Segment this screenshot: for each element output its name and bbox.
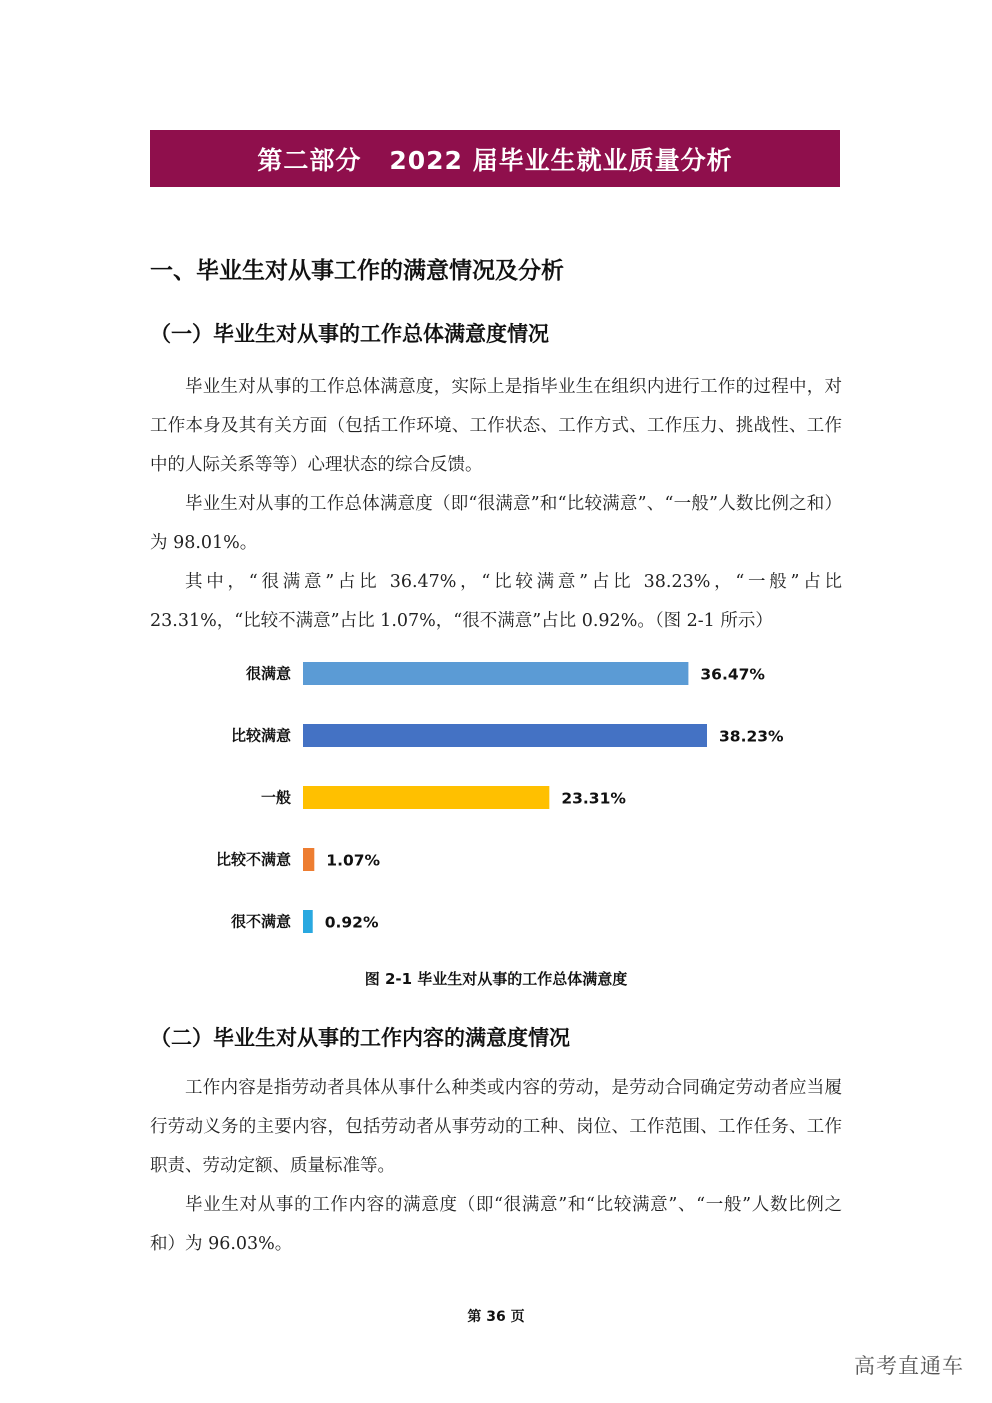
value-label: 1.07%	[326, 851, 381, 870]
bar	[303, 662, 688, 685]
bar	[303, 848, 314, 871]
category-label: 一般	[260, 788, 291, 807]
subsection-heading-2: （二）毕业生对从事的工作内容的满意度情况	[150, 1026, 570, 1050]
bar	[303, 910, 313, 933]
value-label: 36.47%	[700, 665, 765, 684]
paragraph: 毕业生对从事的工作内容的满意度（即“很满意”和“比较满意”、“一般”人数比例之和）为 96.03%。	[150, 1195, 842, 1254]
page-number: 第 36 页	[467, 1309, 525, 1325]
part-banner	[150, 130, 840, 187]
bar	[303, 786, 549, 809]
watermark: 高考直通车	[854, 1354, 964, 1378]
value-label: 0.92%	[324, 913, 379, 932]
section-heading: 一、毕业生对从事工作的满意情况及分析	[150, 258, 564, 284]
figure-caption: 图 2-1 毕业生对从事的工作总体满意度	[364, 970, 628, 988]
satisfaction-bar-chart	[150, 650, 842, 950]
value-label: 23.31%	[561, 789, 626, 808]
category-label: 很不满意	[230, 912, 291, 931]
category-label: 比较不满意	[215, 850, 291, 869]
paragraph: 工作内容是指劳动者具体从事什么种类或内容的劳动，是劳动合同确定劳动者应当履行劳动义务的主要内容，包括劳动者从事劳动的工种、岗位、工作范围、工作任务、工作职责、劳动定额、质量标准等。	[150, 1078, 842, 1176]
category-label: 比较满意	[230, 726, 291, 745]
subsection-heading-1: （一）毕业生对从事的工作总体满意度情况	[150, 322, 549, 346]
paragraph: 其中，“很满意”占比 36.47%，“比较满意”占比 38.23%，“一般”占比 23.31%，“比较不满意”占比 1.07%，“很不满意”占比 0.92%。（图 2-1 所示）	[150, 572, 842, 631]
banner-title: 2022 届毕业生就业质量分析	[389, 145, 733, 175]
bar	[303, 724, 707, 747]
paragraph: 毕业生对从事的工作总体满意度（即“很满意”和“比较满意”、“一般”人数比例之和）为 98.01%。	[150, 494, 842, 553]
banner-part-label: 第二部分	[257, 145, 362, 175]
category-label: 很满意	[245, 664, 291, 683]
value-label: 38.23%	[719, 727, 784, 746]
chart-svg	[150, 650, 842, 950]
paragraph: 毕业生对从事的工作总体满意度，实际上是指毕业生在组织内进行工作的过程中，对工作本身及其有关方面（包括工作环境、工作状态、工作方式、工作压力、挑战性、工作中的人际关系等等）心理状态的综合反馈。	[150, 377, 842, 475]
